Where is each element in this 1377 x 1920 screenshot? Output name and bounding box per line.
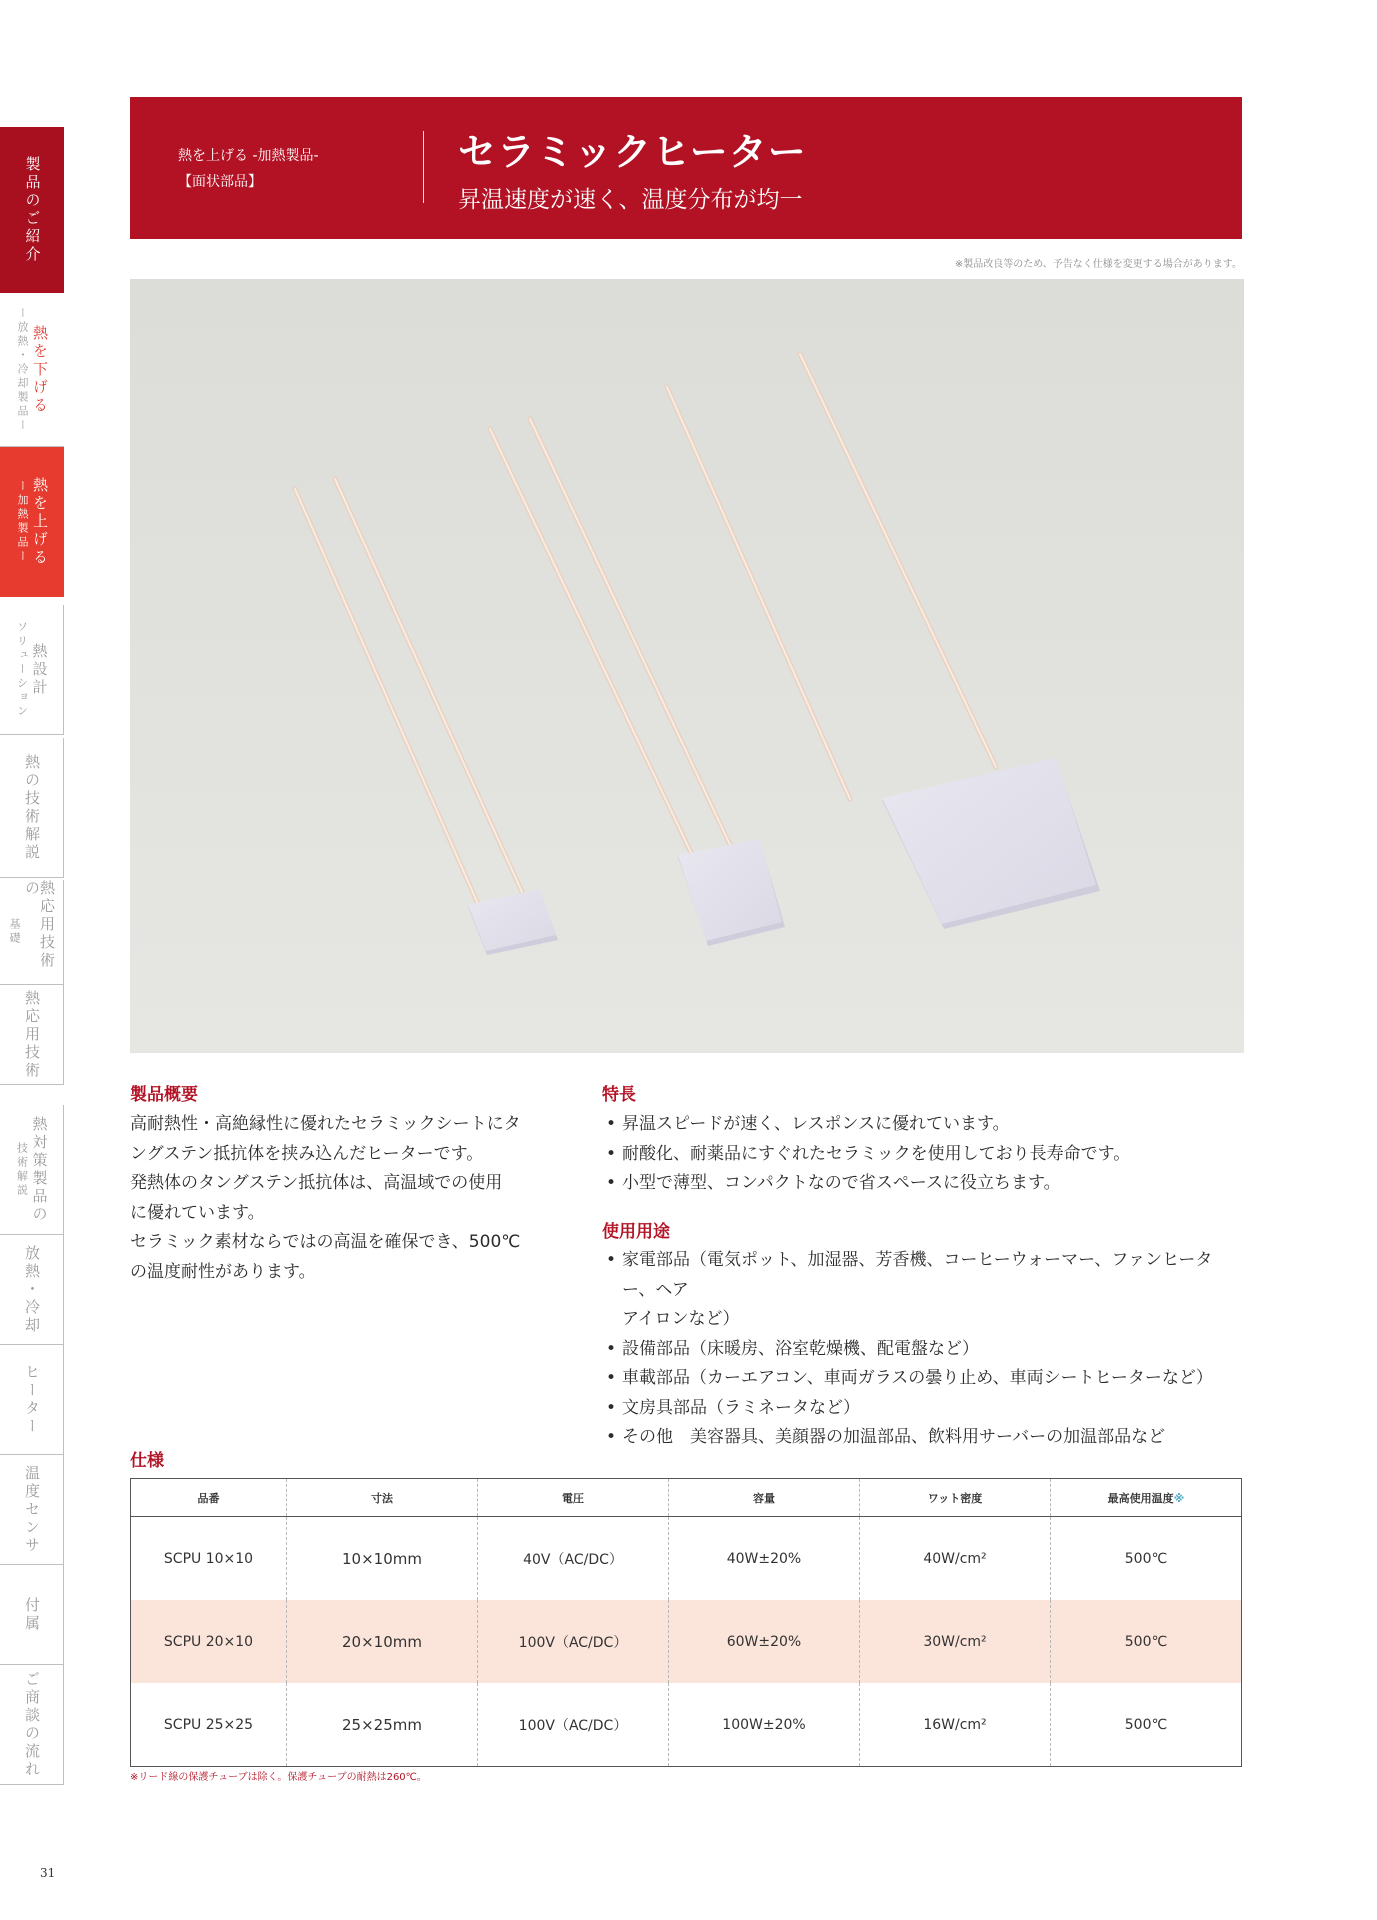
heater-illustration bbox=[130, 279, 1244, 1053]
table-cell: 10×10mm bbox=[287, 1517, 478, 1601]
overview-text bbox=[130, 1110, 555, 1287]
applications-heading: 使用用途 bbox=[602, 1222, 670, 1242]
table-cell: 100V（AC/DC） bbox=[478, 1600, 669, 1683]
table-cell: SCPU 20×10 bbox=[131, 1600, 287, 1683]
tab-sublabel: 基礎 bbox=[8, 918, 21, 946]
ceramic-heater-photo bbox=[130, 279, 1244, 1053]
table-cell: 30W/cm² bbox=[860, 1600, 1051, 1683]
table-cell: 100W±20% bbox=[669, 1683, 860, 1767]
table-cell: SCPU 25×25 bbox=[163, 1716, 254, 1733]
tab-thermal-tech-explanation[interactable] bbox=[0, 738, 64, 878]
table-cell: 500℃ bbox=[1051, 1683, 1242, 1767]
tab-product-intro[interactable] bbox=[0, 127, 64, 293]
tab-cooling[interactable] bbox=[0, 1235, 64, 1345]
overview-line: ングステン抵抗体を挟み込んだヒーターです。 bbox=[130, 1143, 484, 1164]
table-row bbox=[131, 1517, 1242, 1601]
tab-label: 製品のご紹介 bbox=[23, 156, 42, 264]
tab-appendix[interactable] bbox=[0, 1565, 64, 1665]
tab-sublabel: ソリューション bbox=[15, 620, 29, 719]
tab-sublabel: ー放熱・冷却製品ー bbox=[16, 306, 29, 433]
features-list bbox=[602, 1110, 1242, 1199]
page-subtitle: 昇温速度が速く、温度分布が均一 bbox=[458, 187, 803, 213]
tab-label: 温度センサ bbox=[23, 1464, 41, 1555]
page-header-band bbox=[130, 97, 1242, 239]
table-header-row bbox=[131, 1479, 1242, 1517]
table-row bbox=[131, 1600, 1242, 1683]
overview-line: に優れています。 bbox=[130, 1202, 265, 1223]
subcategory-label: 【面状部品】 bbox=[178, 174, 262, 190]
list-item: • 耐酸化、耐薬品にすぐれたセラミックを使用しており長寿命です。 bbox=[602, 1140, 1242, 1170]
column-header: 最高使用温度 bbox=[1107, 1491, 1174, 1505]
tab-countermeasure-products[interactable] bbox=[0, 1105, 64, 1235]
tab-business-flow[interactable] bbox=[0, 1665, 64, 1785]
table-cell: 500℃ bbox=[1051, 1600, 1242, 1683]
tab-label: 熱を上げる bbox=[31, 477, 49, 567]
tab-heater[interactable] bbox=[0, 1345, 64, 1455]
side-navigation bbox=[0, 0, 66, 1920]
list-item: • 昇温スピードが速く、レスポンスに優れています。 bbox=[602, 1110, 1242, 1140]
tab-label: 熱の技術解説 bbox=[23, 753, 41, 862]
overview-line: セラミック素材ならではの高温を確保でき、500℃ bbox=[130, 1232, 521, 1252]
spec-footnote: ※リード線の保護チューブは除く。保護チューブの耐熱は260℃。 bbox=[130, 1772, 427, 1783]
column-header: 寸法 bbox=[287, 1479, 478, 1517]
list-item: • 家電部品（電気ポット、加湿器、芳香機、コーヒーウォーマー、ファンヒーター、ヘア bbox=[602, 1246, 1242, 1305]
tab-label: 熱応用技術 bbox=[23, 989, 41, 1080]
table-cell: 40W/cm² bbox=[860, 1517, 1051, 1601]
applications-list bbox=[602, 1246, 1242, 1453]
list-item-continued: アイロンなど） bbox=[622, 1309, 740, 1329]
list-item: • 車載部品（カーエアコン、車両ガラスの曇り止め、車両シートヒーターなど） bbox=[602, 1364, 1242, 1394]
column-header: ワット密度 bbox=[860, 1479, 1051, 1517]
table-cell: 100V（AC/DC） bbox=[478, 1683, 669, 1767]
tab-cooling-products[interactable] bbox=[0, 293, 64, 447]
table-cell: 500℃ bbox=[1051, 1517, 1242, 1601]
list-item: • その他 美容器具、美顔器の加温部品、飲料用サーバーの加温部品など bbox=[602, 1423, 1242, 1453]
overview-line: 高耐熱性・高絶縁性に優れたセラミックシートにタ bbox=[130, 1114, 521, 1134]
list-item: • 文房具部品（ラミネータなど） bbox=[602, 1394, 1242, 1424]
column-header-max-temp bbox=[1051, 1479, 1242, 1517]
tab-label: ご商談の流れ bbox=[23, 1670, 41, 1779]
footnote-mark: ※ bbox=[1173, 1491, 1185, 1505]
overview-line: 発熱体のタングステン抵抗体は、高温域での使用 bbox=[130, 1173, 503, 1193]
page-title: セラミックヒーター bbox=[458, 130, 807, 174]
table-cell: 16W/cm² bbox=[860, 1683, 1051, 1767]
column-header: 品番 bbox=[131, 1479, 287, 1517]
table-cell: 40W±20% bbox=[669, 1517, 860, 1601]
tab-applied-tech-basics[interactable] bbox=[0, 880, 64, 985]
tab-label: ヒーター bbox=[23, 1363, 41, 1436]
tab-applied-tech[interactable] bbox=[0, 985, 64, 1085]
table-row bbox=[131, 1683, 1242, 1767]
header-divider bbox=[423, 131, 424, 203]
category-label: 熱を上げる -加熱製品- bbox=[178, 148, 319, 164]
tab-label: 熱設計 bbox=[30, 642, 49, 697]
table-cell: 25×25mm bbox=[287, 1683, 478, 1767]
table-cell: SCPU 10×10 bbox=[163, 1550, 254, 1567]
spec-table bbox=[130, 1478, 1242, 1767]
tab-label: 放熱・冷却 bbox=[23, 1244, 41, 1335]
column-header: 電圧 bbox=[478, 1479, 669, 1517]
tab-label: 熱対策製品の bbox=[30, 1115, 49, 1224]
overview-heading: 製品概要 bbox=[130, 1085, 198, 1105]
tab-label: 熱応用技術の bbox=[23, 880, 56, 970]
tab-temperature-sensor[interactable] bbox=[0, 1455, 64, 1565]
features-heading: 特長 bbox=[602, 1085, 636, 1105]
list-item: • 小型で薄型、コンパクトなので省スペースに役立ちます。 bbox=[602, 1169, 1242, 1199]
table-cell: 60W±20% bbox=[669, 1600, 860, 1683]
tab-heating-products[interactable] bbox=[0, 447, 64, 597]
table-cell: 20×10mm bbox=[287, 1600, 478, 1683]
page-number: 31 bbox=[40, 1866, 56, 1880]
spec-change-notice: ※製品改良等のため、予告なく仕様を変更する場合があります。 bbox=[954, 259, 1242, 270]
tab-sublabel: ー加熱製品ー bbox=[16, 480, 29, 564]
column-header: 容量 bbox=[669, 1479, 860, 1517]
tab-label: 熱を下げる bbox=[31, 324, 49, 415]
tab-label: 付属 bbox=[23, 1596, 41, 1633]
tab-sublabel: 技術解説 bbox=[15, 1141, 29, 1198]
table-cell: 40V（AC/DC） bbox=[478, 1517, 669, 1601]
tab-thermal-design-solution[interactable] bbox=[0, 605, 64, 735]
spec-heading: 仕様 bbox=[130, 1451, 164, 1471]
list-item: • 設備部品（床暖房、浴室乾燥機、配電盤など） bbox=[602, 1335, 1242, 1365]
overview-line: の温度耐性があります。 bbox=[130, 1261, 316, 1282]
